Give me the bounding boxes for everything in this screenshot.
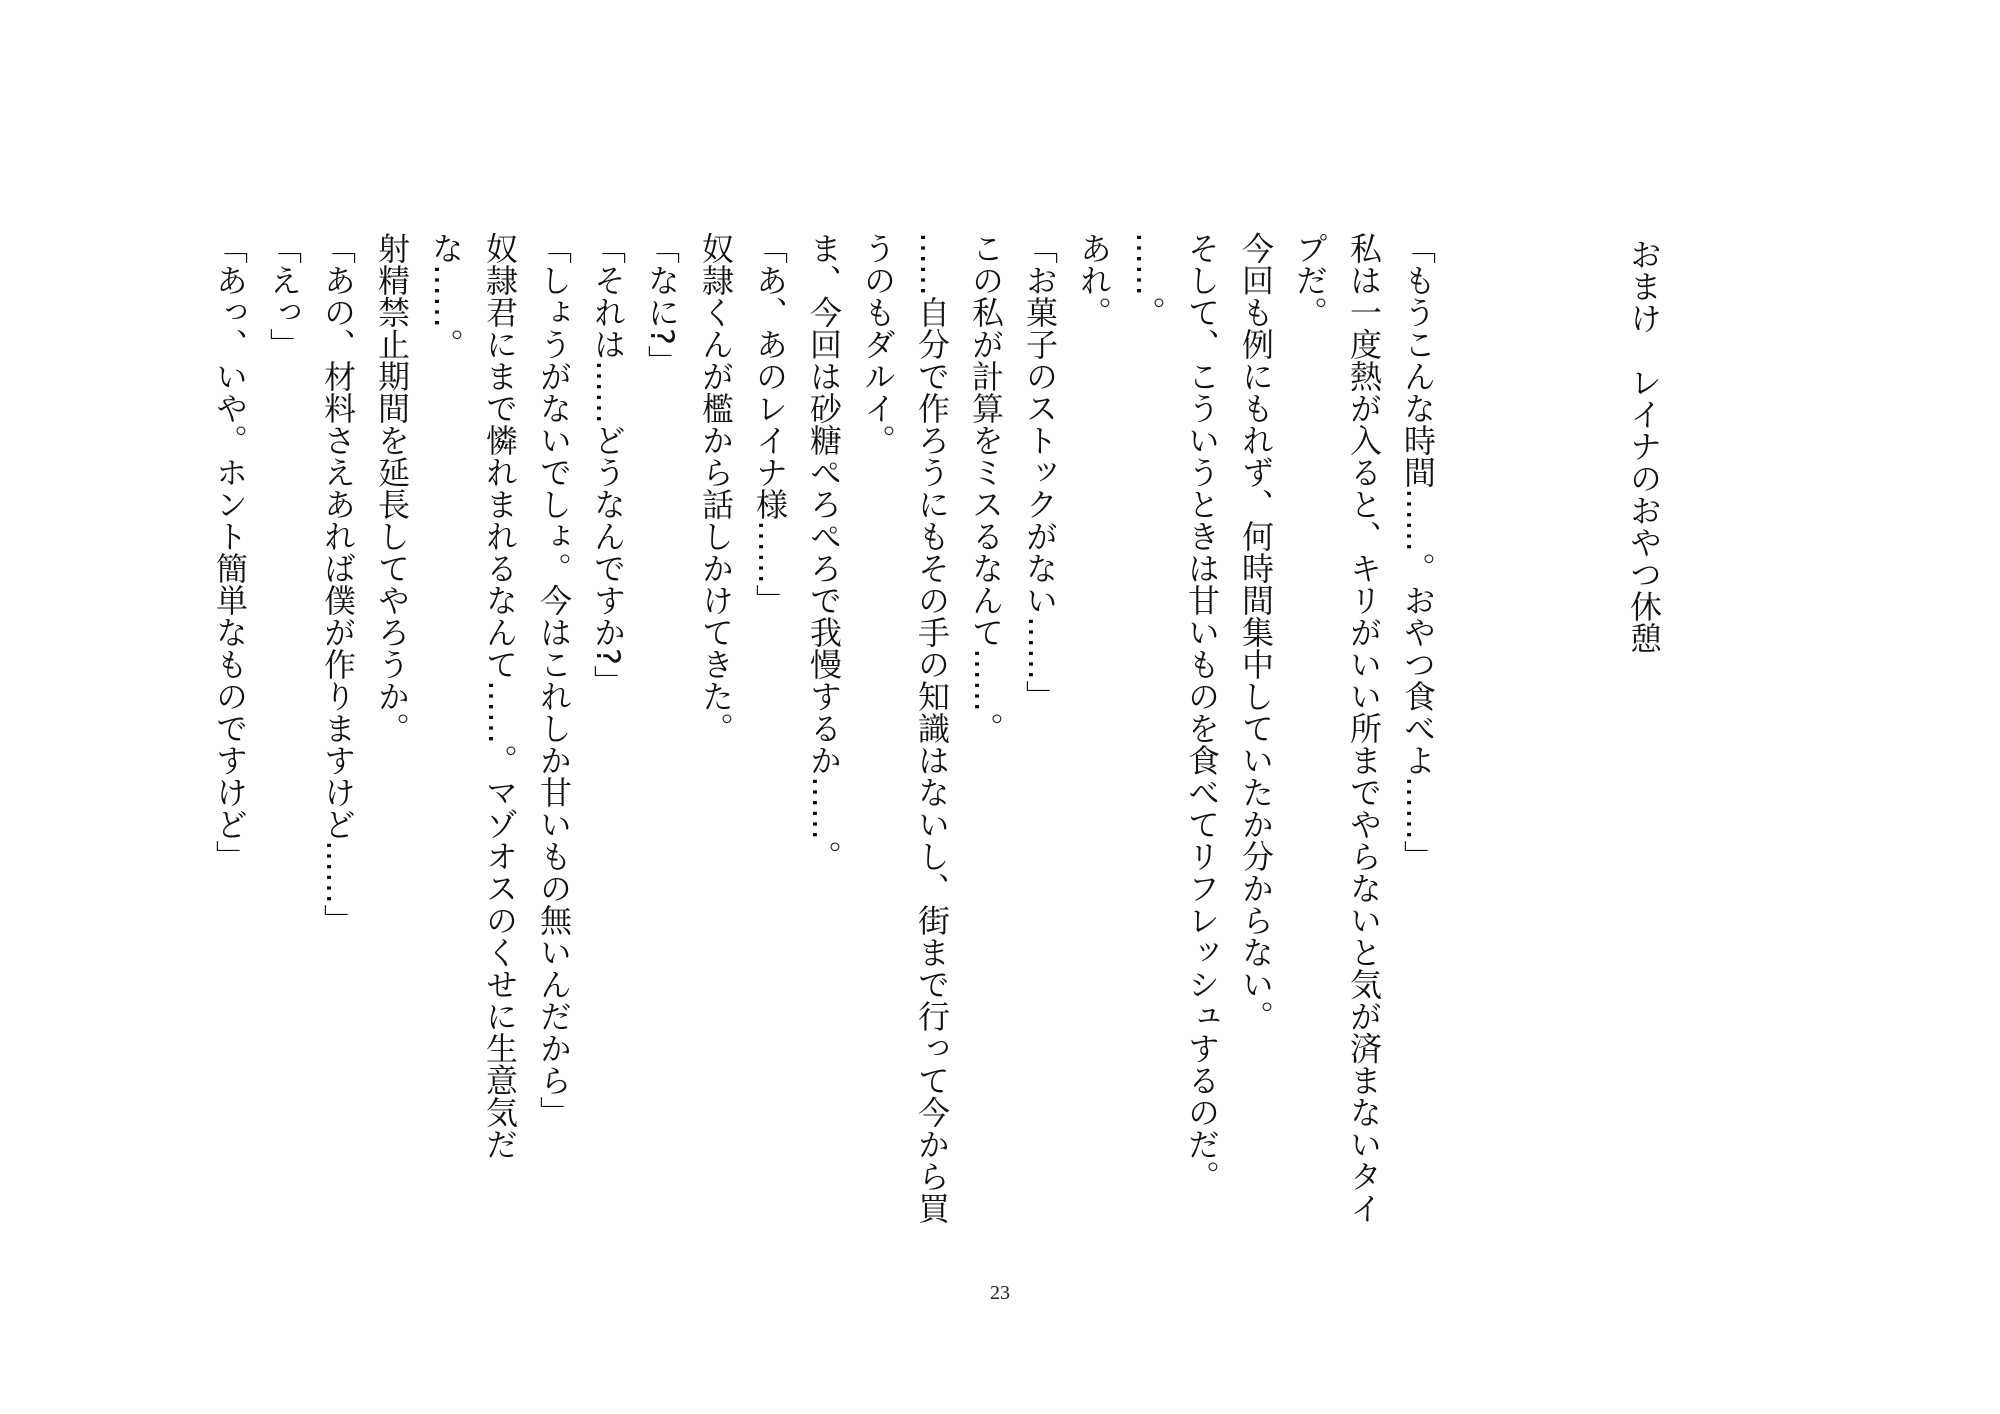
paragraph: 「もうこんな時間……。おやつ食べよ……」	[1399, 232, 1437, 872]
paragraph: 「あ、あのレイナ様……」	[751, 232, 789, 616]
paragraph: この私が計算をミスるなんて……。	[967, 232, 1005, 744]
paragraph: 奴隷君にまで憐れまれるなんて……。マゾオスのくせに生意気だな……。	[427, 232, 519, 1160]
paragraph: 「それは……どうなんですか?」	[589, 232, 627, 697]
paragraph: ま、今回は砂糖ぺろぺろで我慢するか……。	[805, 232, 843, 872]
paragraph: 今回も例にもれず、何時間集中していたか分からない。	[1237, 232, 1275, 1032]
paragraph: 「あっ、いや。ホント簡単なものですけど」	[211, 232, 249, 872]
paragraph: 「しょうがないでしょ。今はこれしか甘いもの無いんだから」	[535, 232, 573, 1128]
paragraph: そして、こういうときは甘いものを食べてリフレッシュするのだ。	[1183, 232, 1221, 1192]
body-text	[203, 232, 1445, 1232]
paragraph: 奴隷くんが檻から話しかけてきた。	[697, 232, 735, 744]
paragraph: 「お菓子のストックがない……」	[1021, 232, 1059, 712]
paragraph: 射精禁止期間を延長してやろうか。	[373, 232, 411, 744]
paragraph: 私は一度熱が入ると、キリがいい所までやらないと気が済まないタイプだ。	[1291, 232, 1383, 1224]
paragraph: 「あの、材料さえあれば僕が作りますけど……」	[319, 232, 357, 936]
paragraph: ……。	[1129, 232, 1167, 328]
page-number: 23	[990, 1282, 1010, 1304]
chapter-title: おまけ レイナのおやつ休憩	[1625, 238, 1663, 654]
paragraph: ……自分で作ろうにもその手の知識はないし、街まで行って今から買うのもダルイ。	[859, 232, 951, 1224]
paragraph: 「なに?」	[643, 232, 681, 377]
paragraph: あれ。	[1075, 232, 1113, 328]
paragraph: 「えっ」	[265, 232, 303, 360]
